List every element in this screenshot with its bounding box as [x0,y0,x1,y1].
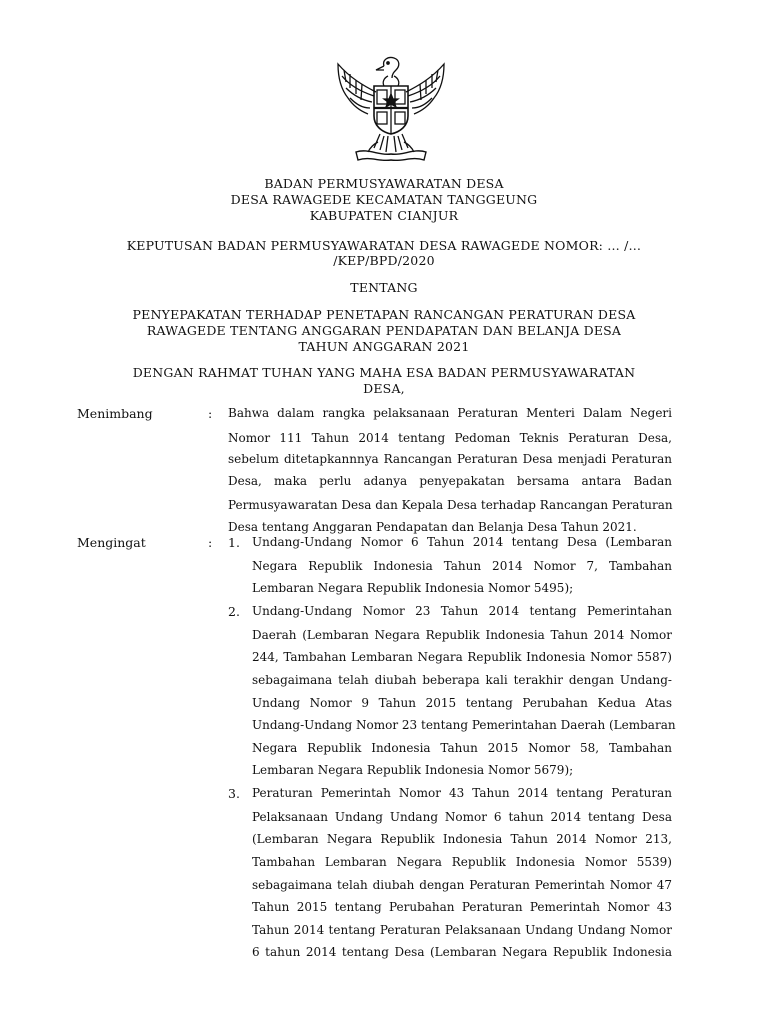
paragraph-line: Nomor 111 Tahun 2014 tentang Pedoman Teknis Peraturan Desa, [228,431,672,445]
paragraph-line: Desa tentang Anggaran Pendapatan dan Belanja Desa Tahun 2021. [228,520,637,534]
subject-line: RAWAGEDE TENTANG ANGGARAN PENDAPATAN DAN BELANJA DESA [146,323,622,338]
paragraph-line: 6 tahun 2014 tentang Desa (Lembaran Negara Republik Indonesia [252,945,672,959]
paragraph-line: Negara Republik Indonesia Tahun 2014 Nomor 7, Tambahan [252,559,672,573]
paragraph-line: Tahun 2014 tentang Peraturan Pelaksanaan Undang Undang Nomor [252,923,672,937]
subject-line: TAHUN ANGGARAN 2021 [298,339,470,354]
paragraph-line: Lembaran Negara Republik Indonesia Nomor 5679); [252,763,574,777]
blessing-line: DENGAN RAHMAT TUHAN YANG MAHA ESA BADAN PERMUSYAWARATAN [132,365,636,380]
garuda-emblem [328,56,454,162]
item-number: 1. [228,535,240,550]
menimbang-label: Menimbang [77,406,153,421]
paragraph-line: Daerah (Lembaran Negara Republik Indonesia Tahun 2014 Nomor [252,628,672,642]
mengingat-colon: : [208,535,213,550]
regency-name: KABUPATEN CIANJUR [309,208,459,223]
paragraph-line: sebagaimana telah diubah dengan Peraturan Pemerintah Nomor 47 [252,878,672,892]
subject-line: PENYEPAKATAN TERHADAP PENETAPAN RANCANGAN PERATURAN DESA [132,307,636,322]
tentang-heading: TENTANG [350,280,418,295]
paragraph-line: Peraturan Pemerintah Nomor 43 Tahun 2014 tentang Peraturan [252,786,672,800]
paragraph-line: Undang-Undang Nomor 6 Tahun 2014 tentang Desa (Lembaran [252,535,672,549]
paragraph-line: Negara Republik Indonesia Tahun 2015 Nomor 58, Tambahan [252,741,672,755]
decision-number: /KEP/BPD/2020 [333,253,435,268]
institution-name: BADAN PERMUSYAWARATAN DESA [264,176,504,191]
paragraph-line: sebagaimana telah diubah beberapa kali terakhir dengan Undang- [252,673,672,687]
paragraph-line: (Lembaran Negara Republik Indonesia Tahun 2014 Nomor 213, [252,832,672,846]
paragraph-line: 244, Tambahan Lembaran Negara Republik Indonesia Nomor 5587) [252,650,672,664]
paragraph-line: sebelum ditetapkannnya Rancangan Peraturan Desa menjadi Peraturan [228,452,672,466]
village-name: DESA RAWAGEDE KECAMATAN TANGGEUNG [230,192,538,207]
paragraph-line: Tambahan Lembaran Negara Republik Indonesia Nomor 5539) [252,855,672,869]
item-number: 3. [228,786,240,801]
item-number: 2. [228,604,240,619]
decision-title: KEPUTUSAN BADAN PERMUSYAWARATAN DESA RAWAGEDE NOMOR: … /… [126,238,642,253]
paragraph-line: Lembaran Negara Republik Indonesia Nomor 5495); [252,581,574,595]
paragraph-line: Undang-Undang Nomor 23 Tahun 2014 tentang Pemerintahan [252,604,672,618]
mengingat-label: Mengingat [77,535,146,550]
paragraph-line: Desa, maka perlu adanya penyepakatan bersama antara Badan [228,474,672,488]
paragraph-line: Undang-Undang Nomor 23 tentang Pemerintahan Daerah (Lembaran [252,718,676,732]
paragraph-line: Undang Nomor 9 Tahun 2015 tentang Perubahan Kedua Atas [252,696,672,710]
paragraph-line: Bahwa dalam rangka pelaksanaan Peraturan Menteri Dalam Negeri [228,406,672,420]
blessing-line: DESA, [363,381,405,396]
paragraph-line: Tahun 2015 tentang Perubahan Peraturan Pemerintah Nomor 43 [252,900,672,914]
menimbang-colon: : [208,406,213,421]
paragraph-line: Permusyawaratan Desa dan Kepala Desa terhadap Rancangan Peraturan [228,498,673,512]
paragraph-line: Pelaksanaan Undang Undang Nomor 6 tahun 2014 tentang Desa [252,810,672,824]
